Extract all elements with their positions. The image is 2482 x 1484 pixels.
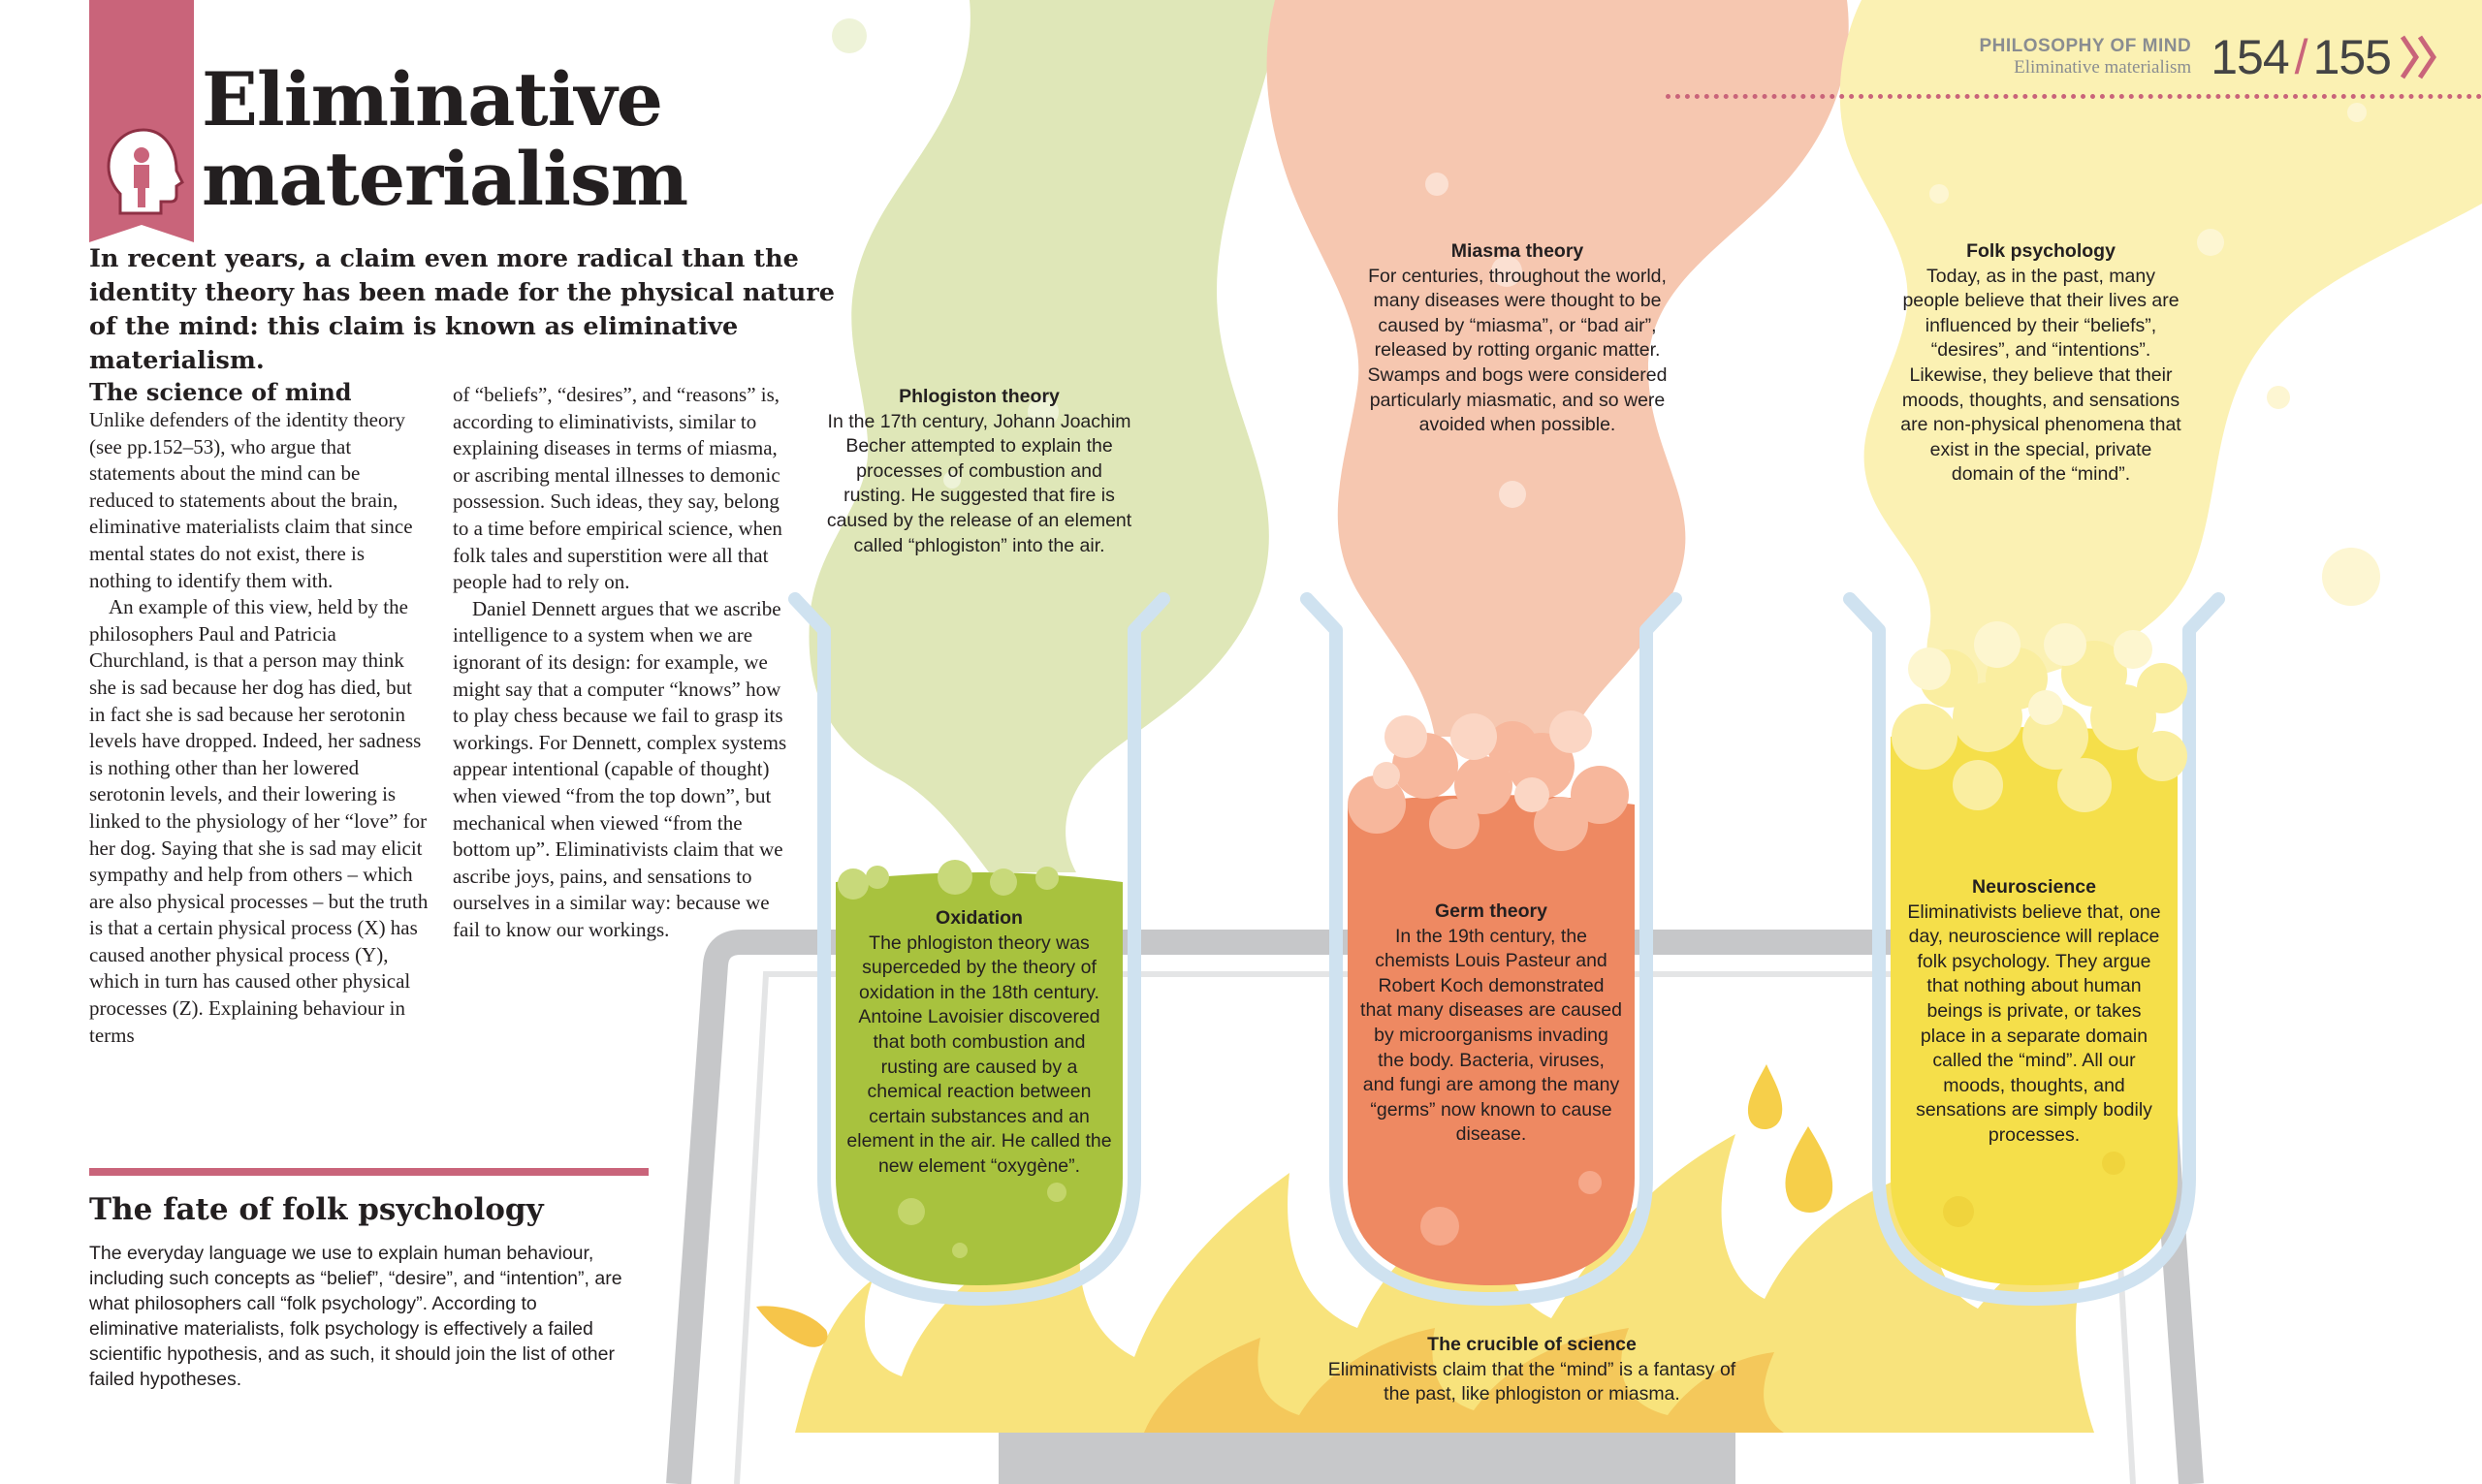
title-line-1: Eliminative — [202, 56, 662, 142]
label-heading: Miasma theory — [1450, 240, 1584, 262]
label-body: Eliminativists claim that the “mind” is a fantasy of the past, like phlogiston or miasma. — [1327, 1358, 1736, 1405]
label-germ-theory — [1360, 900, 1622, 1148]
running-header — [1979, 29, 2441, 85]
paragraph: Unlike defenders of the identity theory (see pp.152–53), who argue that statements about the mind can be reduced to statements about the brain, eliminative materialists claim that since mental states do not exist, there is nothing to identify them with. — [89, 408, 413, 592]
label-body: In the 19th century, the chemists Louis Pasteur and Robert Koch demonstrated that many diseases are caused by microorganisms invading the body. Bacteria, viruses, and fungi are among the many “germs” now known to cause disease. — [1360, 925, 1622, 1146]
label-body: The phlogiston theory was superceded by the theory of oxidation in the 18th century. Antoine Lavoisier discovered that both combustion and rusting are caused by a chemical reaction between certain substances and an element in the air. He called the new element “oxygène”. — [846, 931, 1112, 1177]
label-heading: Oxidation — [936, 907, 1023, 929]
flame-spark — [756, 1306, 827, 1346]
label-oxidation — [845, 906, 1113, 1180]
section-divider — [89, 1168, 649, 1176]
label-neuroscience — [1906, 875, 2162, 1149]
paragraph: of “beliefs”, “desires”, and “reasons” is, according to eliminativists, similar to explaining diseases in terms of miasma, or ascribing mental illnesses to demonic possession. Such ideas, they say, belong to a time before empirical science, when folk tales and superstition were all that people had to rely on. — [453, 383, 782, 594]
running-header-subsection: Eliminative materialism — [2014, 57, 2192, 78]
fate-paragraph: The everyday language we use to explain human behaviour, including such concepts as “belief”, “desire”, and “intention”, are what philosophers call “folk psychology”. According to eliminative materialists, folk psychology is effectively a failed scientific hypothesis, and as such, it should join the list of other failed hypotheses. — [89, 1243, 622, 1390]
page-number-left: 154 — [2211, 30, 2289, 84]
label-heading: Germ theory — [1435, 900, 1547, 922]
subheading-fate-of-folk-psychology: The fate of folk psychology — [89, 1192, 544, 1227]
head-silhouette-icon — [95, 124, 188, 217]
flame-spark — [1786, 1126, 1833, 1213]
body-column-1 — [89, 378, 429, 1049]
title-line-2: materialism — [202, 136, 688, 222]
label-heading: Neuroscience — [1972, 876, 2096, 898]
label-heading: The crucible of science — [1427, 1334, 1637, 1355]
label-crucible — [1319, 1333, 1745, 1407]
page-number-right: 155 — [2312, 30, 2391, 84]
paragraph: Daniel Dennett argues that we ascribe intelligence to a system when we are ignorant of its design: for example, we might say that a computer “knows” how to play chess because we fail to grasp its workings. For Dennett, complex systems appear intentional (capable of thought) when viewed “from the top down”, but mechanical when viewed “from the bottom up”. Eliminativists claim that we ascribe joys, pains, and sensations to ourselves in a similar way: because we fail to know our workings. — [453, 596, 787, 941]
label-body: For centuries, throughout the world, many diseases were thought to be caused by “miasma”, or “bad air”, released by rotting organic matter. Swamps and bogs were considered particularly miasmatic, and so were avoided when possible. — [1367, 265, 1668, 436]
flame-spark — [1748, 1064, 1782, 1129]
label-heading: Folk psychology — [1966, 240, 2116, 262]
label-phlogiston — [826, 385, 1132, 558]
label-body: In the 17th century, Johann Joachim Becher attempted to explain the processes of combustion and rusting. He suggested that fire is caused by the release of an element called “phlogiston” into the air. — [826, 410, 1132, 556]
header-dotted-rule — [1666, 94, 2482, 99]
lede: In recent years, a claim even more radical than the identity theory has been made for the physical nature of the mind: this claim is known as eliminative materialism. — [89, 244, 835, 375]
body-column-2 — [453, 382, 798, 943]
paragraph: An example of this view, held by the philosophers Paul and Patricia Churchland, is that a person may think she is sad because her dog has died, but in fact she is sad because her serotonin levels have dropped. Indeed, her sadness is nothing other than her lowered serotonin levels, and their lowering is linked to the physiology of her “love” for her dog. Saying that she is sad may elicit sympathy and help from others – which are also physical processes – but the truth is that a certain physical process (X) has caused another physical process (Y), which in turn has caused other physical processes (Z). Explaining behaviour in terms — [89, 595, 429, 1047]
running-header-section: PHILOSOPHY OF MIND — [1979, 36, 2192, 56]
label-body: Today, as in the past, many people believe that their lives are influenced by their “beliefs”, “desires”, and “intentions”. Likewise, they believe that their moods, thoughts, and sensations are non-physical phenomena that exist in the special, private domain of the “mind”. — [1900, 265, 2181, 486]
label-heading: Phlogiston theory — [899, 386, 1060, 407]
page-numbers — [2211, 29, 2391, 85]
label-body: Eliminativists believe that, one day, neuroscience will replace folk psychology. They argue that nothing about human beings is private, or takes place in a separate domain called the “mind”. All our moods, thoughts, and sensations are simply bodily processes. — [1907, 900, 2161, 1146]
label-miasma — [1357, 239, 1677, 438]
double-chevron-icon — [2399, 33, 2441, 81]
page-title — [202, 56, 688, 222]
label-folk-psychology — [1900, 239, 2181, 488]
burner-base — [999, 1433, 1735, 1484]
section-tab-notch — [89, 225, 194, 242]
subheading-science-of-mind: The science of mind — [89, 378, 352, 406]
page-separator: / — [2294, 30, 2307, 84]
